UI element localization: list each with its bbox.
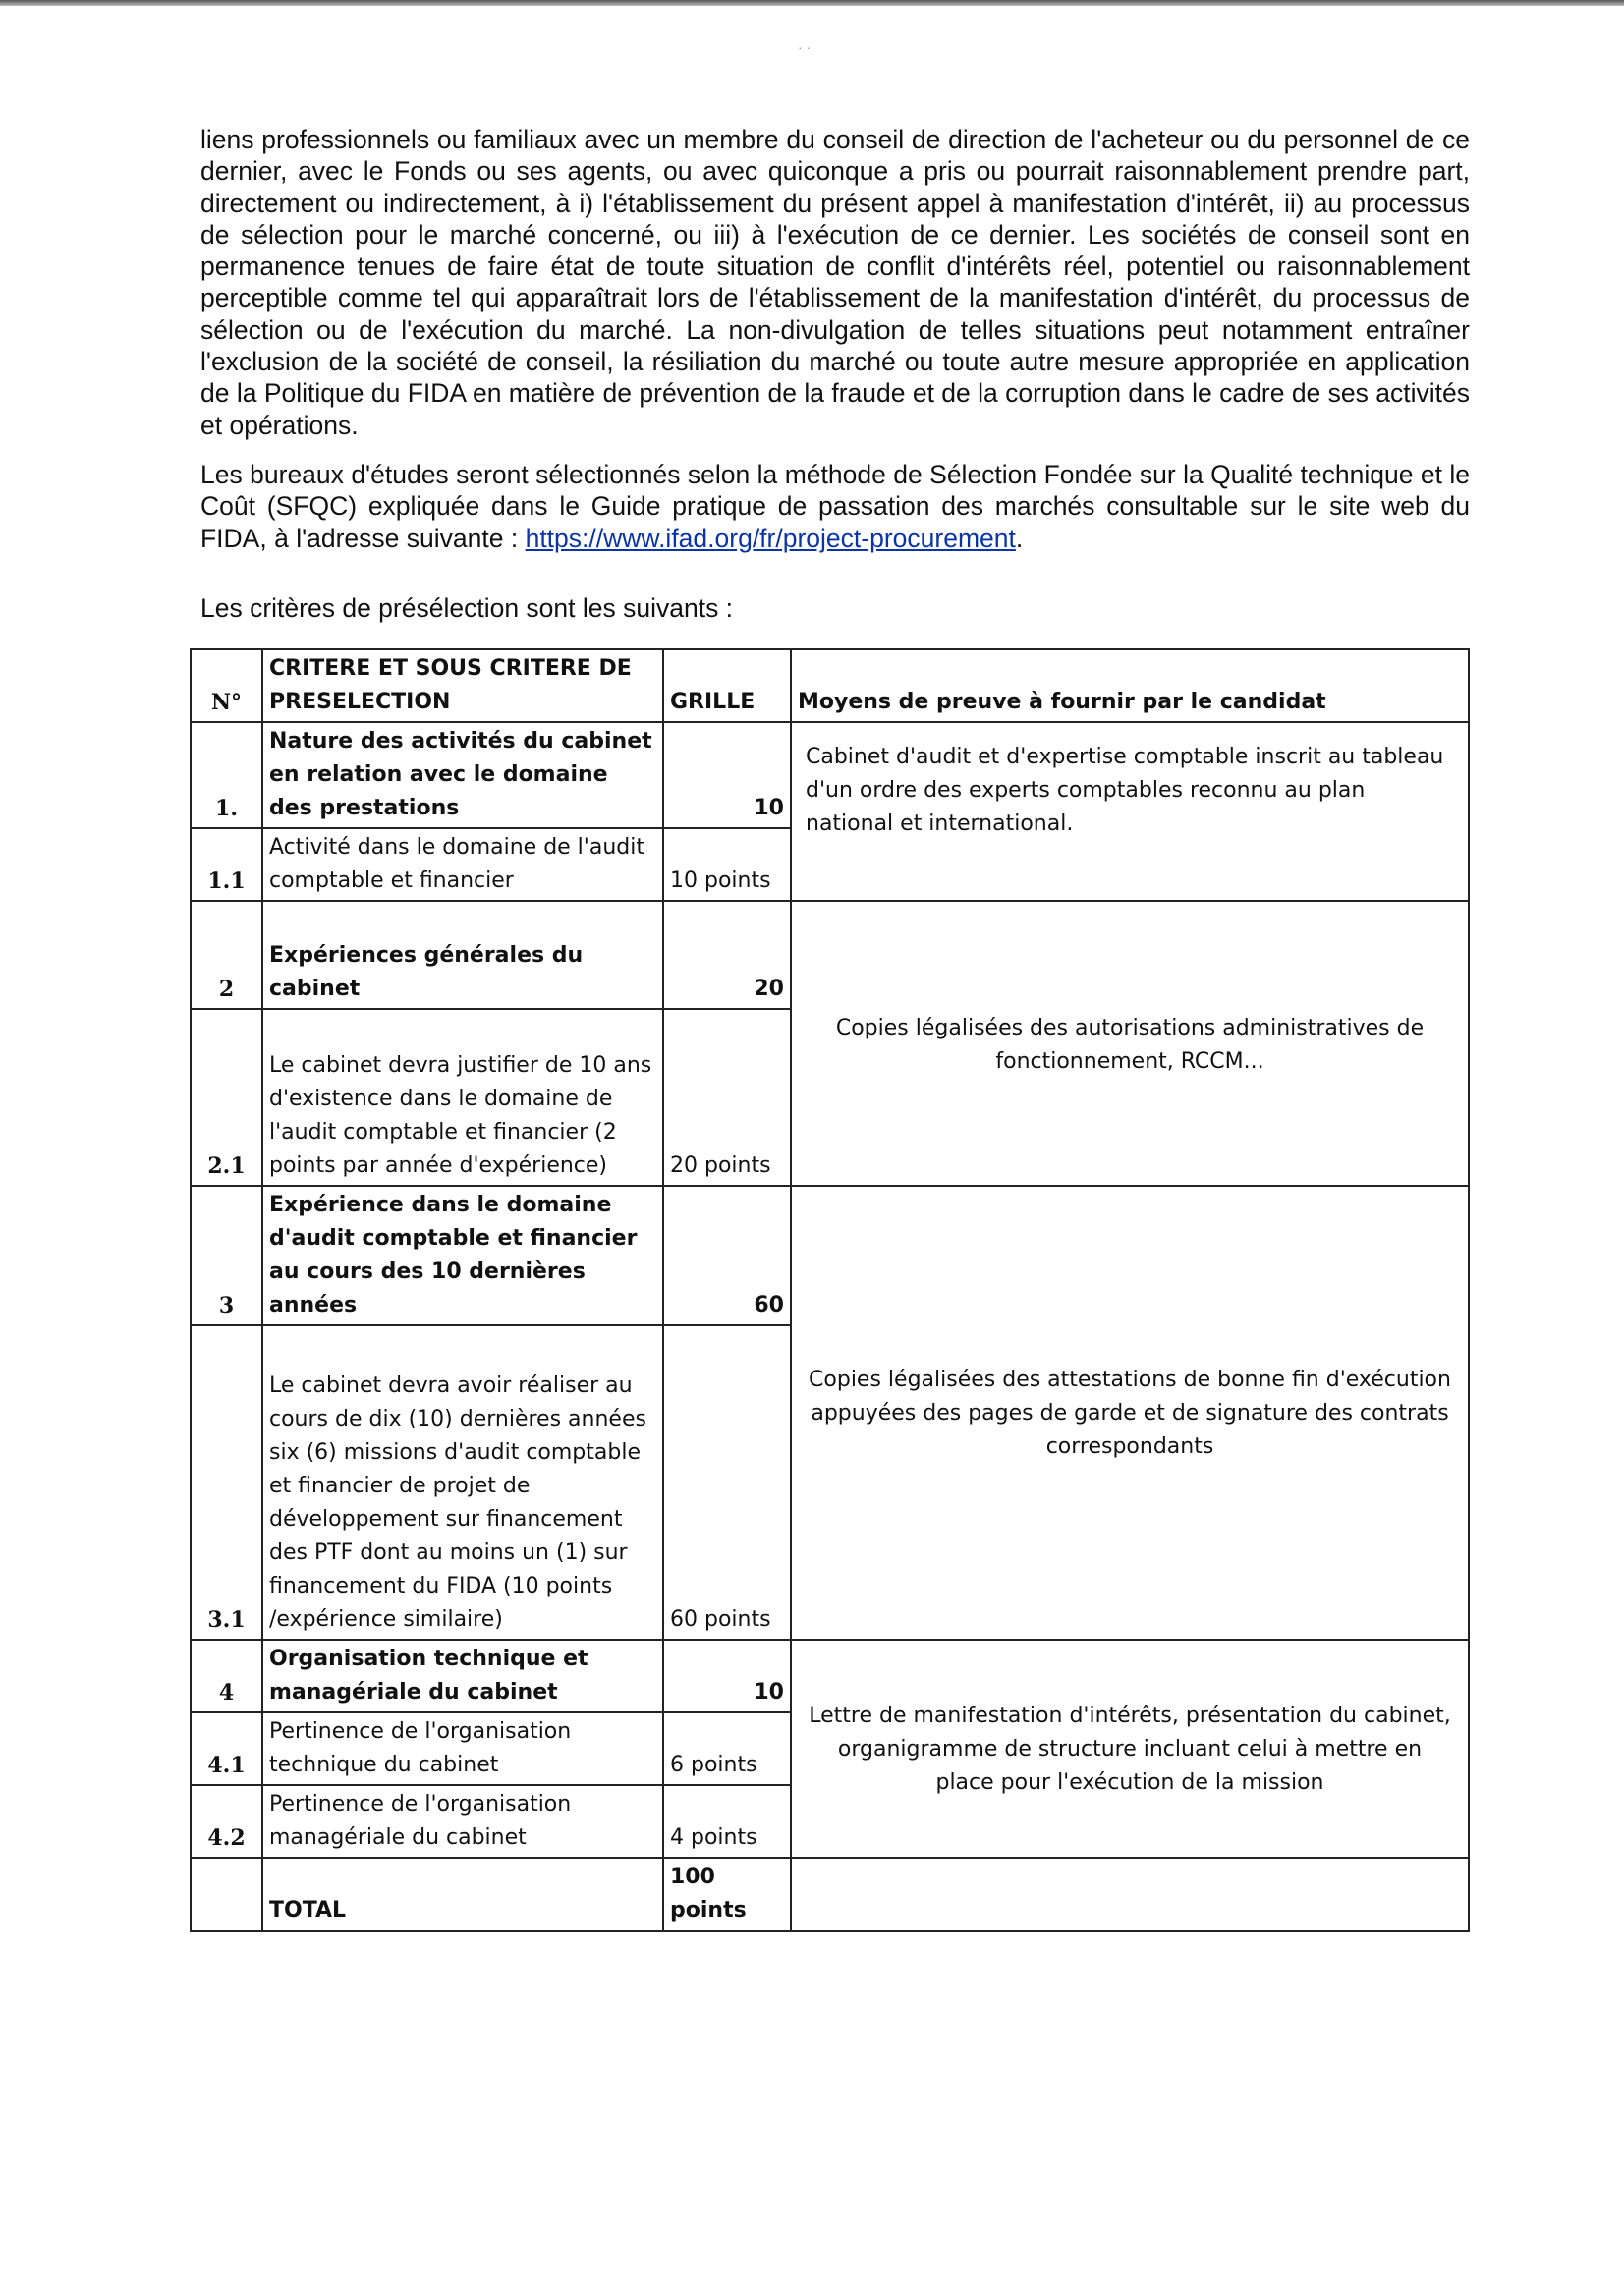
total-num bbox=[191, 1858, 262, 1931]
row-num: 2.1 bbox=[191, 1009, 262, 1186]
row-grille: 20 points bbox=[663, 1009, 791, 1186]
row-grille: 20 bbox=[663, 901, 791, 1009]
row-num: 4.1 bbox=[191, 1712, 262, 1785]
row-num: 2 bbox=[191, 901, 262, 1009]
scan-artifact: · · bbox=[798, 39, 812, 55]
row-proof: Lettre de manifestation d'intérêts, présentation du cabinet, organigramme de structure incluant celui à mettre en place pour l'exécution de la mission bbox=[791, 1640, 1469, 1858]
row-proof: Copies légalisées des autorisations administratives de fonctionnement, RCCM... bbox=[791, 901, 1469, 1186]
table-total-row bbox=[191, 1858, 1469, 1931]
table-header-row bbox=[191, 649, 1469, 722]
row-grille: 60 bbox=[663, 1186, 791, 1325]
row-criterion: Organisation technique et managériale du cabinet bbox=[262, 1640, 663, 1712]
total-label: TOTAL bbox=[262, 1858, 663, 1931]
total-proof bbox=[791, 1858, 1469, 1931]
table-row bbox=[191, 901, 1469, 1009]
table-row bbox=[191, 1640, 1469, 1712]
header-grille: GRILLE bbox=[663, 649, 791, 722]
row-criterion: Nature des activités du cabinet en relation avec le domaine des prestations bbox=[262, 722, 663, 828]
row-criterion: Pertinence de l'organisation technique du cabinet bbox=[262, 1712, 663, 1785]
selection-method-end: . bbox=[1015, 523, 1024, 553]
row-num: 3.1 bbox=[191, 1325, 262, 1640]
row-grille: 10 bbox=[663, 1640, 791, 1712]
row-num: 4 bbox=[191, 1640, 262, 1712]
scan-top-edge bbox=[0, 0, 1624, 6]
total-grille: 100 points bbox=[663, 1858, 791, 1931]
row-grille: 4 points bbox=[663, 1785, 791, 1858]
header-criterion: CRITERE ET SOUS CRITERE DE PRESELECTION bbox=[262, 649, 663, 722]
row-grille: 10 bbox=[663, 722, 791, 828]
row-criterion: Pertinence de l'organisation managériale du cabinet bbox=[262, 1785, 663, 1858]
row-num: 1.1 bbox=[191, 828, 262, 901]
document-body bbox=[200, 124, 1470, 554]
row-num: 1. bbox=[191, 722, 262, 828]
table-row bbox=[191, 722, 1469, 828]
table-row bbox=[191, 1186, 1469, 1325]
row-criterion: Le cabinet devra avoir réaliser au cours de dix (10) dernières années six (6) missions d'audit comptable et financier de projet de développement sur financement des PTF dont au moins un (1) sur financement du FIDA (10 points /expérience similaire) bbox=[262, 1325, 663, 1640]
row-grille: 10 points bbox=[663, 828, 791, 901]
row-proof: Cabinet d'audit et d'expertise comptable inscrit au tableau d'un ordre des experts comptables reconnu au plan national et international. bbox=[791, 722, 1469, 901]
header-proof: Moyens de preuve à fournir par le candidat bbox=[791, 649, 1469, 722]
criteria-intro: Les critères de présélection sont les suivants : bbox=[200, 593, 734, 623]
selection-method-paragraph bbox=[200, 459, 1470, 554]
row-grille: 6 points bbox=[663, 1712, 791, 1785]
row-criterion: Le cabinet devra justifier de 10 ans d'existence dans le domaine de l'audit comptable et financier (2 points par année d'expérience) bbox=[262, 1009, 663, 1186]
row-criterion: Activité dans le domaine de l'audit comptable et financier bbox=[262, 828, 663, 901]
selection-method-text: Les bureaux d'études seront sélectionnés selon la méthode de Sélection Fondée sur la Qualité technique et le Coût (SFQC) expliquée dans le Guide pratique de passation des marchés consultable sur le site web du FIDA, à l'adresse suivante : bbox=[200, 459, 1470, 553]
row-grille: 60 points bbox=[663, 1325, 791, 1640]
row-num: 3 bbox=[191, 1186, 262, 1325]
preselection-criteria-table bbox=[190, 648, 1470, 1932]
row-criterion: Expérience dans le domaine d'audit comptable et financier au cours des 10 dernières années bbox=[262, 1186, 663, 1325]
conflict-of-interest-paragraph: liens professionnels ou familiaux avec un membre du conseil de direction de l'acheteur ou du personnel de ce dernier, avec le Fonds ou ses agents, ou avec quiconque a pris ou pourrait raisonnablement prendre part, directement ou indirectement, à i) l'établissement du présent appel à manifestation d'intérêt, ii) au processus de sélection pour le marché concerné, ou iii) à l'exécution de ce dernier. Les sociétés de conseil sont en permanence tenues de faire état de toute situation de conflit d'intérêts réel, potentiel ou raisonnablement perceptible comme tel qui apparaîtrait lors de l'établissement de la manifestation d'intérêt, du processus de sélection ou de l'exécution du marché. La non-divulgation de telles situations peut notamment entraîner l'exclusion de la société de conseil, la résiliation du marché ou toute autre mesure appropriée en application de la Politique du FIDA en matière de prévention de la fraude et de la corruption dans le cadre de ses activités et opérations. bbox=[200, 125, 1470, 440]
ifad-procurement-link[interactable]: https://www.ifad.org/fr/project-procurement bbox=[525, 523, 1016, 553]
row-num: 4.2 bbox=[191, 1785, 262, 1858]
row-criterion: Expériences générales du cabinet bbox=[262, 901, 663, 1009]
row-proof: Copies légalisées des attestations de bonne fin d'exécution appuyées des pages de garde et de signature des contrats correspondants bbox=[791, 1186, 1469, 1640]
header-num: N° bbox=[191, 649, 262, 722]
